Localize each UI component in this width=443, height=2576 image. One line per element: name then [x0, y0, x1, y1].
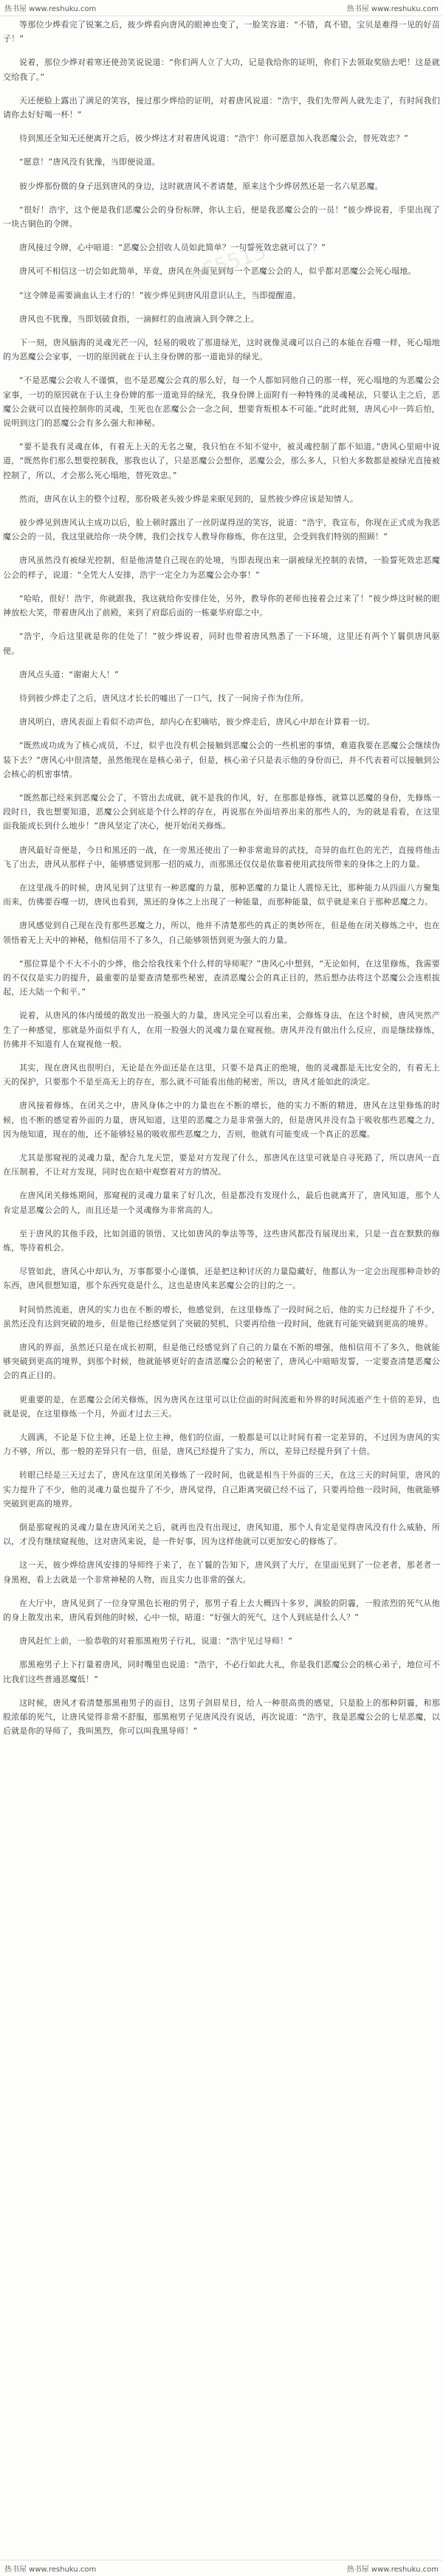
page-header — [0, 0, 443, 16]
paragraph: 这一天，彼少烨给唐风安排的导师终于来了，在丫鬟的告知下，唐风到了大厅，在里面见到了一位老者，那老者一身黑袍，看上去就是一个非常神秘的人物，而且实力也非常的强大。 — [3, 1560, 440, 1585]
paragraph: 彼少烨见到唐风认主成功以后，脸上顿时露出了一丝阴谋得逞的笑容，说道：“浩宇，我宣布，你现在正式成为我恶魔公会的一员，我这里就给你一块令牌，我们会找专人教导你修炼，你在这里，会受到我们特别的照顾！” — [3, 518, 440, 542]
paragraph: 尤其是那窥视的灵魂力量，配合九龙天罡，要是对方发现了什么，那唐风在这里可就是自寻死路了，所以唐风一直在压制着，不让对方发现，同时也在暗中观察着对方的情况。 — [3, 1152, 440, 1177]
paragraph: 唐风虽然没有被绿光控制，但是他清楚自己现在的处境，当即表现出来一副被绿光控制的表情，一脸誓死效忠恶魔公会的样子，说道：“全凭大人安排，浩宇一定全力为恶魔公会办事！” — [3, 555, 440, 580]
paragraph: 彼少烨那份微的身子迅到唐风的身边，这时就唐风不者请楚，原来这个少烨居然还是一名六星恶魔。 — [19, 181, 383, 191]
paragraph: 然而，唐风在认主的整个过程，那份吸老头彼少烨是来眠见到的，显然彼少烨应该是知情人。 — [19, 494, 359, 504]
paragraph: 说着，从唐风的体内缓缓的散发出一股强大的力量，唐风完全可以看出来，会修炼身法，在这个时候，唐风突然产生了一种感觉，那就是外面似乎有人，在用一股强大的灵魂力量在窥视他。唐风并没有做出什么反应，而是继续修炼，彷佛并不知道有人在窥视他一般。 — [3, 1011, 440, 1049]
paragraph: 说着，那位少烨对着寒还使劲笑说说道：“你们两人立了大功，记是我给你的证明，你们下去领取奖励去吧！这是就交给我了。” — [3, 58, 440, 82]
paragraph: 这时候，唐风才看清楚那黑袍男子的面目，这男子剑眉星目，给人一种很高贵的感觉，只是脸上的那种阴霾，和那股浓郁的死气，让唐风觉得非常不舒服，那黑袍男子见唐风没有说话，再次说道：“浩宇，我是恶魔公会的七星恶魔，以后就是你的导师了，我叫黑烈，你可以叫我黑导师！” — [3, 1697, 440, 1737]
paragraph: 至于唐风的其他手段，比如剑道的领悟、又比如唐风的拳法等等，这些唐风都没有展现出来，只是一直在默默的修炼，等待着机会。 — [3, 1228, 440, 1253]
paragraph: 唐风的界面，虽然还只是在成长初期，但是他已经感觉到了自己的力量在不断的增强，他相信用不了多久，他就能够突破到更高的境界，到那个时候，他就能够更好的查清恶魔公会的秘密了，唐风心中暗暗发誓，一定要查清楚恶魔公会的真正目的。 — [3, 1343, 440, 1381]
paragraph: 在唐风闭关修炼期间，那窥视的灵魂力量来了好几次，但是都没有发现什么，最后也就离开了，唐风知道，那个人肯定是恶魔公会的人，而且还是一个灵魂修为非常高的人。 — [3, 1191, 440, 1215]
paragraph: 唐风接过令牌，心中暗道：“恶魔公会招收人员如此简单？一句誓死效忠就可以了？” — [19, 243, 326, 253]
paragraph: 唐风感觉到自己现在没有那些恶魔之力，所以，他并不清楚那些的真正的奥妙所在，但是他在闭关修炼之中，也在领悟着无上天中的神秘，他相信用不了多久，自己能够领悟到更为强大的力量。 — [3, 921, 440, 945]
paragraph: “既然成功成为了核心成员，不过，似乎也没有机会接触到恶魔公会的一些机密的事情，难道我要在恶魔公会继续伪装下去？”唐风心中很清楚，虽然他现在是核心弟子，但是，核心弟子只是表示他的身份而已，并不代表着可以接触到公会核心的机密事情。 — [3, 741, 440, 779]
paragraph: 天还便脸上露出了满足的笑容，接过那少烨给的证明，对着唐风说道：“浩宇，我们先带两人就先走了，有时间我们请你去好好喝一杯！” — [3, 95, 440, 120]
header-site-left: 热书屋 www.reshuku.com — [4, 5, 97, 13]
paragraph: 大圆满，不论是下位主神，还是上位主神，他们的位面，一般都是可以让时间有着一定差异的，不过因为唐风的实力不够，所以，那一般的差异只有一倍，但是，唐风已经提升了实力，所以，差异已经提升到了十倍。 — [3, 1433, 440, 1457]
paragraph: “这令牌是需要滴血认主才行的！”彼少烨见到唐风用意识认主，当即提醒道。 — [19, 290, 301, 300]
paragraph: 待到彼少烨走了之后，唐风这才长长的嘘出了一口气，找了一间房子作为住所。 — [19, 693, 309, 703]
paragraph: “那位算是个不大不小的少烨，他会给我找来个什么样的导师呢？”唐风心中想到，“无论如何，在这里修炼，我需要的不仅仅是实力的提升，最重要的是要查清楚那些秘密，查清恶魔公会的真正目的，然后想办法将这个恶魔公会连根拔起，还大陆一个和平。” — [3, 958, 440, 997]
paragraph: 倒是那窥视的灵魂力量在唐风闭关之后，就再也没有出现过，唐风知道，那个人肯定是觉得唐风没有什么威胁，所以，才没有继续窥视他，这对唐风来说，是一件好事，因为这样他就可以更加安心的修炼了。 — [3, 1523, 440, 1547]
paragraph: “很好！浩宇，这个便是我们恶魔公会的身份标牌，你认主后，便是我恶魔公会的一员！”彼少烨说着，手里出现了一块古铜色的令牌。 — [3, 204, 440, 229]
paragraph: 唐风最好奇便是，今日和黑还的一战，在一旁黑还使出了一种非常诡异的武技，奇异的血红色的光芒，直接将他击飞了出去，唐风从那样子中，能够感觉到那一招的威力，而那黑还仅仅是依靠着使用武技所带来的身体之上的力量。 — [3, 845, 440, 869]
paragraph: 唐风点头道：“谢谢大人！” — [19, 669, 119, 679]
paragraph: “不是恶魔公会收人不谨慎，也不是恶魔公会真的那么好，每一个人都如同他自己的那一样，死心塌地的为恶魔公会家事，一切的原因就在于认主身份牌的那一道诡异的绿光，我身份牌上面附有一种特殊的灵魂秘法，只要认主之后，恶魔公会就可以直接控制你的灵魂，生死也在恶魔公会一念之间，想要背叛根本不可能。”此时此刻，唐风心中一阵后怕，说明到这门的恶魔公会有多么强大和神秘。 — [3, 375, 440, 429]
footer-site-right: 热书屋 www.reshuku.com — [346, 2566, 439, 2574]
paragraph: 唐风也不犹豫，当即划破食指，一滴鲜红的血液滴入到令牌之上。 — [19, 314, 259, 324]
watermark: 465513 — [186, 239, 269, 287]
paragraph: 在大厅中，唐风见到了一位身穿黑色长袍的男子，那男子看上去大概四十多岁，满脸的阴霾，一股浓烈的死气从他的身上散发出来，唐风看到他的时候，心中一惊，暗道：“好强大的死气，这个人到底是什么人？” — [3, 1598, 440, 1623]
paragraph: 唐风赶忙上前，一脸恭敬的对着那黑袍男子行礼，说道：“浩宇见过导师！” — [19, 1636, 293, 1647]
paragraph: “既然都已经来到恶魔公会了，不管出去成就，就不是我的作风，好，在那都是修炼，就算以恶魔的身份，先修炼一段时日，我也想要知道，恶魔公会到底是个什么样的存在，再说那在外面培养出来的那些人的，为的就是看看，在这里面我能成长到什么地步！”唐风坚定了决心，便开始闭关修炼。 — [3, 792, 440, 831]
paragraph: 唐风可不相信这一切会如此简单，毕竟，唐风在外面见到每一个恶魔公会的人，似乎都对恶魔公会死心塌地。 — [19, 266, 416, 277]
chapter-body — [3, 18, 440, 2558]
paragraph: “哈哈，很好！浩宇，你就跟我，我这就给你安排住处，另外，教导你的老师也接着会过来了！”彼少烨这时候的眼神放松大笑，带着唐风出了前殿，来到了府邸后面的一栋豪华府邸之中。 — [3, 593, 440, 618]
paragraph: 其实，现在唐风也很明白，无论是在外面还是在这里，只要不是真正的绝境，他的灵魂都是无比安全的，有着无上天的保护，只要那个不是至高无上的存在，那么就不可能看出他的秘密，所以，唐风才能如此的淡定。 — [3, 1062, 440, 1087]
paragraph: 更重要的是，在恶魔公会闭关修炼，因为唐风在这里可以让位面的时间流逝和外界的时间流逝产生十倍的差异，也就是说，在这里修炼一个月，外面才过去三天。 — [3, 1394, 440, 1419]
paragraph: 那黑袍男子上下打量着唐风，同时嘴里也说道：“浩宇，不必行如此大礼，你是我们恶魔公会的核心弟子，地位可不比我们这些普通恶魔低！” — [3, 1660, 440, 1684]
page-footer — [0, 2560, 443, 2576]
paragraph: 在这里战斗的时候，唐风见到了这里有一种恶魔的力量，那种恶魔的力量让人震惊无比，那种能力从四面八方聚集而来，仿佛要吞噬一切，唐风也看到，黑还的身体之上出现了一种能量，而那种能量，似乎就是来自于那种恶魔之力。 — [3, 882, 440, 907]
paragraph: 时间悄然流逝，唐风的实力也在不断的增长，他感觉到，在这里修炼了一段时间之后，他的实力已经提升了不少，虽然还没有达到突破的地步，但是他已经感觉到了突破的契机，只要再给他一段时间，他就有可能突破到更高的境界。 — [3, 1304, 440, 1329]
paragraph: 唐风接着修炼，在闭关之中，唐风身体之中的力量也在不断的增长，他的实力不断的精进，唐风在这里修炼的时候，也不断的感觉着外面的力量，唐风知道，这里的恶魔之力是非常强大的，但是唐风并没有急于吸收那些恶魔之力，因为他知道，现在的他，还不能够轻易的吸收那些恶魔之力，否则，他就有可能变成一个真正的恶魔。 — [3, 1101, 440, 1139]
paragraph: “愿意！”唐风没有犹豫，当即便说道。 — [19, 157, 160, 167]
paragraph: “浩宇，今后这里就是你的住处了！”彼少烨说着，同时也带着唐风熟悉了一下环境，这里还有两个丫鬟供唐风驱使。 — [3, 631, 440, 656]
footer-site-left: 热书屋 www.reshuku.com — [4, 2566, 97, 2574]
paragraph: 尽管如此，唐风心中却认为，万事都要小心谨慎，还是把这种讨厌的力量隐藏好，他都认为一定会出现那种奇妙的东西，唐风很想知道，那个东西究竟是什么，这也是唐风来恶魔公会的目的之一。 — [3, 1267, 440, 1291]
paragraph: 待到黑还全知无还便离开之后，彼少烨这才对着唐风说道：“浩宇！你可愿意加入我恶魔公会，替死效忠？” — [19, 134, 408, 144]
header-site-right: 热书屋 www.reshuku.com — [346, 5, 439, 13]
paragraph: “要不是我有灵魂在体，有着无上天的无名之聚，我只怕在不知不觉中，被灵魂控制了都不知道。”唐风心里暗中说道，“既然你们那么想要控制我，那我也认了，只是恶魔公会想你，恶魔公会，那么多人，只怕大多数都是被绿光直接被控制了，所以，才会那么死心塌地，替死效忠。” — [3, 442, 440, 480]
paragraph: 转眼已经是三天过去了，唐风在这里闭关修炼了一段时间，也就是相当于外面的三天，在这三天的时间里，唐风的实力提升了不少，他的灵魂力量也提升了不少，唐风觉得，自己距离突破已经不远了，只要再给他一段时间，他就能够突破到更高的境界。 — [3, 1470, 440, 1509]
paragraph: 唐风明白，唐风表面上看似不动声色，却内心在犯嘀咕，彼少烨走后，唐风心中却在计算着一切。 — [19, 717, 375, 727]
paragraph: 等那位少烨看完了锐案之后，彼少烨看向唐风的眼神也变了，一脸笑容道：“不错，真不错，宝贝是难得一见的好苗子！” — [3, 20, 440, 44]
paragraph: 下一刻，唐风脑海的灵魂光芒一闪，轻易的吸收了那道绿光，这时就像灵魂可以自己的本能在吞噬一样，死心塌地的为恶魔公会家事，一切的原因就在于认主身份牌的那一道诡异的绿光。 — [3, 338, 440, 362]
